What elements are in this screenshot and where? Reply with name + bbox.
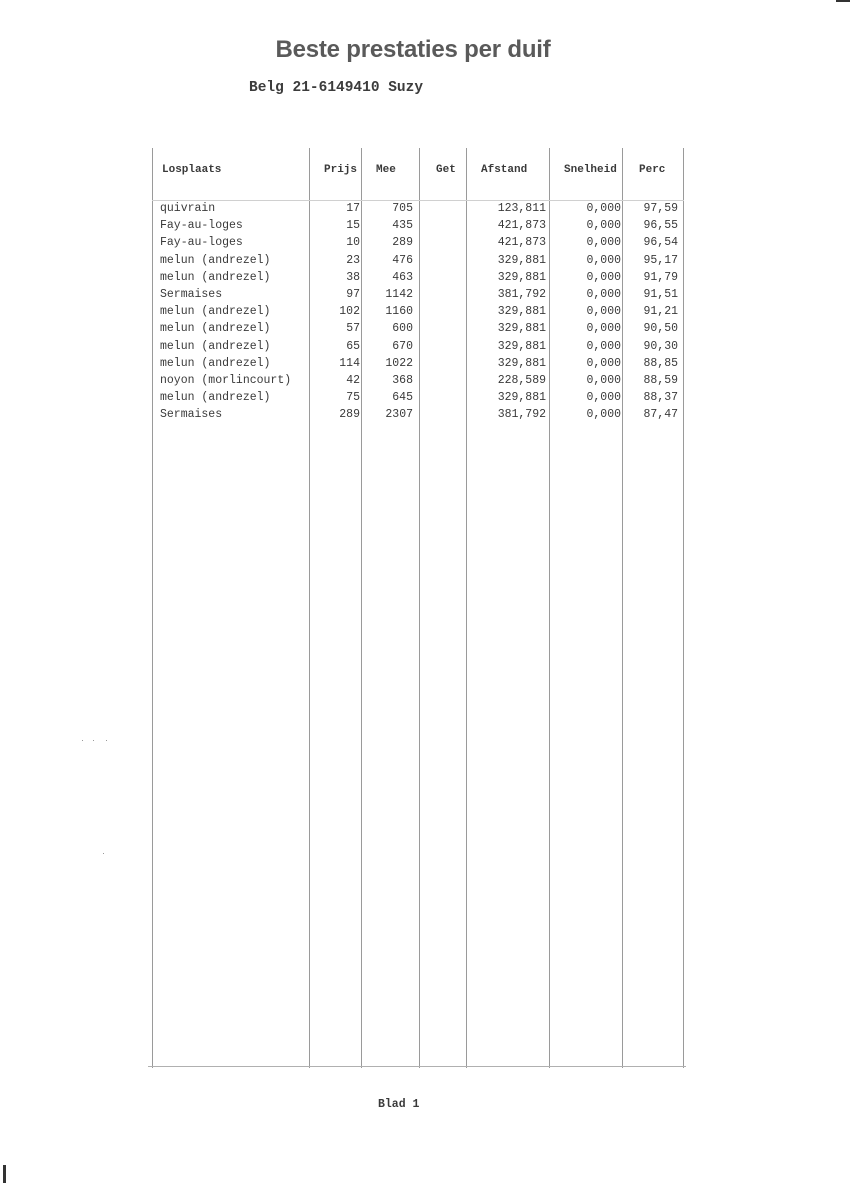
cell-perc: 91,21 (643, 305, 678, 319)
cell-losplaats: Fay-au-loges (160, 236, 243, 250)
cell-snelheid: 0,000 (586, 253, 621, 267)
cell-prijs: 10 (346, 236, 360, 250)
cell-prijs: 42 (346, 373, 360, 387)
cell-mee: 705 (392, 202, 413, 215)
cell-prijs: 23 (346, 253, 360, 267)
cell-losplaats: Sermaises (160, 408, 223, 422)
cell-prijs: 289 (339, 408, 360, 422)
cell-prijs: 114 (339, 356, 360, 370)
column-header-afstand: Afstand (481, 164, 528, 176)
cell-perc: 87,47 (643, 408, 678, 422)
cell-mee: 368 (392, 373, 413, 387)
cell-snelheid: 0,000 (586, 236, 621, 250)
cell-snelheid: 0,000 (586, 287, 621, 301)
cell-perc: 97,59 (643, 202, 678, 215)
scan-mark-top-right (836, 0, 850, 2)
cell-losplaats: melun (andrezel) (160, 339, 271, 353)
column-header-snelheid: Snelheid (564, 164, 617, 176)
table-body (148, 202, 686, 425)
cell-losplaats: melun (andrezel) (160, 356, 271, 370)
cell-afstand: 329,881 (497, 253, 546, 267)
cell-prijs: 102 (339, 305, 360, 319)
cell-snelheid: 0,000 (586, 219, 621, 233)
cell-afstand: 329,881 (497, 356, 546, 370)
pigeon-identifier: Belg 21-6149410 Suzy (249, 80, 424, 96)
cell-mee: 463 (392, 270, 413, 284)
page-title: Beste prestaties per duif (275, 36, 551, 63)
cell-mee: 289 (392, 236, 413, 250)
cell-losplaats: melun (andrezel) (160, 391, 271, 405)
cell-afstand: 421,873 (497, 219, 546, 233)
cell-afstand: 329,881 (497, 305, 546, 319)
page-number: Blad 1 (378, 1098, 420, 1111)
scan-speck (82, 740, 83, 741)
table-border-bottom (148, 1066, 686, 1067)
cell-mee: 435 (392, 219, 413, 233)
cell-mee: 1022 (385, 356, 413, 370)
cell-perc: 88,37 (643, 391, 678, 405)
cell-afstand: 228,589 (497, 373, 546, 387)
table-row (148, 374, 686, 391)
cell-perc: 90,30 (643, 339, 678, 353)
cell-perc: 88,59 (643, 373, 678, 387)
table-row (148, 254, 686, 271)
cell-mee: 2307 (385, 408, 413, 422)
cell-losplaats: melun (andrezel) (160, 305, 271, 319)
table-row (148, 357, 686, 374)
table-row (148, 305, 686, 322)
cell-snelheid: 0,000 (586, 305, 621, 319)
cell-snelheid: 0,000 (586, 356, 621, 370)
column-header-losplaats: Losplaats (162, 164, 222, 176)
cell-snelheid: 0,000 (586, 202, 621, 215)
table-row (148, 219, 686, 236)
cell-perc: 95,17 (643, 253, 678, 267)
cell-mee: 1142 (385, 287, 413, 301)
cell-snelheid: 0,000 (586, 339, 621, 353)
cell-snelheid: 0,000 (586, 373, 621, 387)
column-header-mee: Mee (376, 164, 396, 176)
cell-afstand: 329,881 (497, 322, 546, 336)
table-row (148, 202, 686, 219)
cell-mee: 645 (392, 391, 413, 405)
scan-mark-bottom-left (3, 1165, 6, 1183)
cell-mee: 1160 (385, 305, 413, 319)
cell-prijs: 75 (346, 391, 360, 405)
scan-speck (103, 853, 104, 854)
cell-snelheid: 0,000 (586, 270, 621, 284)
cell-afstand: 329,881 (497, 339, 546, 353)
cell-mee: 476 (392, 253, 413, 267)
table-row (148, 288, 686, 305)
column-header-prijs: Prijs (324, 164, 358, 176)
cell-losplaats: quivrain (160, 202, 216, 215)
cell-perc: 88,85 (643, 356, 678, 370)
cell-prijs: 97 (346, 287, 360, 301)
results-table (148, 148, 686, 1068)
cell-losplaats: melun (andrezel) (160, 253, 271, 267)
scan-speck (93, 740, 94, 741)
column-header-perc: Perc (639, 164, 666, 176)
cell-mee: 600 (392, 322, 413, 336)
cell-afstand: 329,881 (497, 391, 546, 405)
table-row (148, 271, 686, 288)
cell-perc: 91,79 (643, 270, 678, 284)
table-row (148, 391, 686, 408)
cell-prijs: 17 (346, 202, 360, 215)
cell-snelheid: 0,000 (586, 408, 621, 422)
table-row (148, 322, 686, 339)
header-divider (152, 200, 684, 201)
cell-perc: 91,51 (643, 287, 678, 301)
cell-prijs: 15 (346, 219, 360, 233)
cell-losplaats: Fay-au-loges (160, 219, 243, 233)
cell-perc: 96,55 (643, 219, 678, 233)
cell-losplaats: noyon (morlincourt) (160, 373, 292, 387)
cell-afstand: 381,792 (497, 287, 546, 301)
cell-afstand: 329,881 (497, 270, 546, 284)
cell-afstand: 381,792 (497, 408, 546, 422)
cell-afstand: 421,873 (497, 236, 546, 250)
cell-losplaats: Sermaises (160, 287, 223, 301)
scan-speck (106, 740, 107, 741)
cell-prijs: 65 (346, 339, 360, 353)
cell-snelheid: 0,000 (586, 391, 621, 405)
cell-perc: 96,54 (643, 236, 678, 250)
cell-losplaats: melun (andrezel) (160, 270, 271, 284)
cell-snelheid: 0,000 (586, 322, 621, 336)
cell-perc: 90,50 (643, 322, 678, 336)
cell-losplaats: melun (andrezel) (160, 322, 271, 336)
column-header-get: Get (436, 164, 456, 176)
table-row (148, 236, 686, 253)
cell-afstand: 123,811 (497, 202, 546, 215)
table-row (148, 340, 686, 357)
table-row (148, 408, 686, 425)
cell-prijs: 38 (346, 270, 360, 284)
cell-mee: 670 (392, 339, 413, 353)
cell-prijs: 57 (346, 322, 360, 336)
